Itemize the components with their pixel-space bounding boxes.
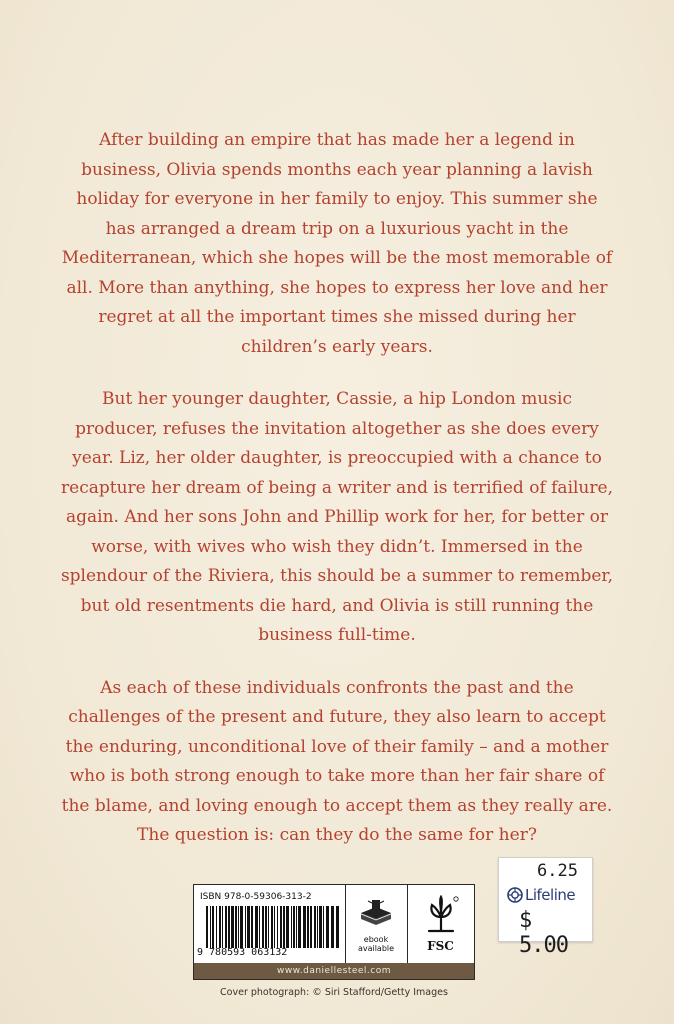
blurb-paragraph-3: As each of these individuals confronts the past and the challenges of the present and future, they also learn to accept the enduring, unconditional love of their family – and a mother who is both strong enough to take more than her fair share of the blame, and loving enough to accept them as they really are. The question is: can they do the same for her? — [61, 677, 613, 845]
isbn-cell — [194, 885, 346, 963]
barcode-bar — [228, 906, 230, 948]
fsc-label: FSC — [427, 939, 454, 953]
store-logo — [507, 886, 575, 904]
barcode-bar — [235, 906, 237, 948]
barcode-bar — [268, 906, 269, 948]
barcode-bar — [310, 906, 312, 948]
barcode-bar — [259, 906, 260, 948]
barcode-bar — [293, 906, 295, 948]
barcode-bar — [307, 906, 309, 948]
store-name: Lifeline — [525, 886, 576, 904]
barcode — [206, 906, 342, 948]
barcode-digits: 9 780593 063132 — [197, 947, 288, 958]
ebook-label — [345, 935, 407, 953]
original-price: 6.25 — [537, 861, 578, 881]
barcode-bar — [222, 906, 223, 948]
barcode-bar — [274, 906, 275, 948]
fsc-cell — [407, 885, 474, 963]
barcode-bar — [283, 906, 285, 948]
barcode-bar — [245, 906, 246, 948]
fsc-tree-icon — [423, 895, 459, 935]
barcode-bar — [319, 906, 322, 948]
barcode-bar — [216, 906, 217, 948]
barcode-bar — [280, 906, 282, 948]
barcode-bar — [271, 906, 273, 948]
barcode-bar — [219, 906, 221, 948]
barcode-bar — [255, 906, 258, 948]
barcode-bar — [247, 906, 250, 948]
barcode-bar — [206, 906, 208, 948]
barcode-bar — [238, 906, 239, 948]
barcode-bar — [298, 906, 301, 948]
barcode-bar — [240, 906, 243, 948]
isbn-number: ISBN 978-0-59306-313-2 — [200, 892, 312, 902]
barcode-bar — [262, 906, 264, 948]
blurb-paragraph-2: But her younger daughter, Cassie, a hip London music producer, refuses the invitation altogether as she does every year. Liz, her older daughter, is preoccupied with a chance to recapture her dream of being a writer and is terrified of failure, again. And her sons John and Phillip work for her, for better or worse, with wives who wish they didn’t. Immersed in the splendour of the Riviera, this should be a summer to remember, but old resentments die hard, and Olivia is still running the business full-time. — [60, 389, 614, 645]
barcode-bar — [210, 906, 211, 948]
cover-credit: Cover photograph: © Siri Stafford/Getty Images — [220, 987, 448, 998]
blurb-paragraph-1: After building an empire that has made her a legend in business, Olivia spends months each year planning a lavish holiday for everyone in her family to enjoy. This summer she has arranged a dream trip on a luxurious yacht in the Mediterranean, which she hopes will be the most memorable of all. More than anything, she hopes to express her love and her regret at all the important times she missed during her children’s early years. — [61, 130, 613, 357]
ebook-label-line1: ebook — [363, 935, 389, 944]
barcode-bar — [212, 906, 214, 948]
barcode-bar — [314, 906, 316, 948]
barcode-bar — [317, 906, 318, 948]
barcode-bar — [331, 906, 334, 948]
barcode-box — [193, 884, 475, 980]
lifeline-logo-icon — [507, 887, 523, 903]
barcode-bar — [323, 906, 324, 948]
barcode-bar — [296, 906, 297, 948]
barcode-bar — [291, 906, 292, 948]
author-website: www.daniellesteel.com — [194, 963, 474, 979]
barcode-bar — [277, 906, 278, 948]
barcode-bar — [251, 906, 253, 948]
barcode-bar — [336, 906, 339, 948]
book-icon — [358, 897, 394, 927]
barcode-bar — [265, 906, 267, 948]
ebook-cell — [345, 885, 408, 963]
barcode-bar — [303, 906, 306, 948]
back-cover-blurb — [60, 126, 614, 874]
barcode-bar — [231, 906, 234, 948]
barcode-bar — [225, 906, 227, 948]
barcode-bar — [326, 906, 329, 948]
sale-price: $ 5.00 — [519, 908, 568, 958]
price-sticker — [498, 857, 593, 958]
ebook-label-line2: available — [357, 944, 395, 953]
barcode-bar — [286, 906, 289, 948]
